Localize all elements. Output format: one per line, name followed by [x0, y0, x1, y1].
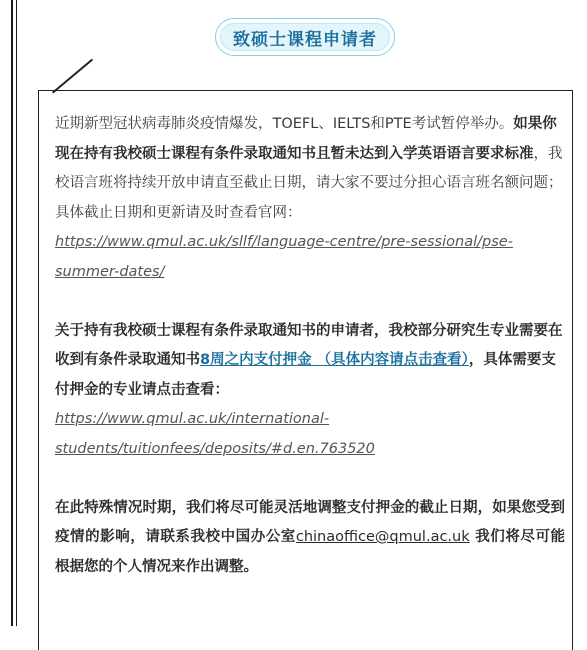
deposits-link[interactable]: https://www.qmul.ac.uk/international-students/tuitionfees/deposits/#d.en.763520 — [55, 411, 375, 457]
corner-decoration — [52, 59, 93, 94]
title-badge-inner — [220, 23, 390, 51]
special-period-text: 在此特殊情况时期，我们将尽可能灵活地调整支付押金的截止日期，如果您受到疫情的影响，请联系我校中国办公室 — [55, 499, 565, 545]
deposit-bold-text: 关于持有我校硕士课程有条件录取通知书的申请者，我校部分研究生专业需要在收到有条件录取通知书 — [55, 322, 563, 368]
paragraph-spacer — [55, 464, 565, 494]
article-body — [55, 110, 565, 582]
paragraph-spacer — [55, 287, 565, 317]
china-office-email-link[interactable]: chinaoffice@qmul.ac.uk — [295, 529, 470, 545]
paragraph-2 — [55, 317, 565, 465]
left-frame-line — [11, 0, 13, 626]
adjustment-text: 我们将尽可能根据您的个人情况来作出调整。 — [55, 529, 565, 575]
deposit-details-link[interactable]: 8周之内支付押金 （具体内容请点击查看） — [200, 352, 469, 368]
requirement-bold-text: 如果你现在持有我校硕士课程有条件录取通知书且暂未达到入学英语语言要求标准 — [55, 116, 557, 162]
language-centre-link[interactable]: https://www.qmul.ac.uk/sllf/language-centre/pre-sessional/pse-summer-dates/ — [55, 234, 513, 280]
paragraph-3 — [55, 494, 565, 583]
paragraph-1 — [55, 110, 565, 287]
title-badge — [215, 18, 395, 56]
language-class-text: ，我校语言班将持续开放申请直至截止日期，请大家不要过分担心语言班名额问题；具体截止日期和更新请及时查看官网： — [55, 145, 563, 221]
intro-text: 近期新型冠状病毒肺炎疫情爆发，TOEFL、IELTS和PTE考试暂停举办。 — [55, 116, 514, 132]
left-frame-line-thin — [16, 0, 17, 626]
deposit-followup-text: ，具体需要支付押金的专业请点击查看： — [55, 352, 556, 398]
page-title: 致硕士课程申请者 — [233, 29, 377, 50]
